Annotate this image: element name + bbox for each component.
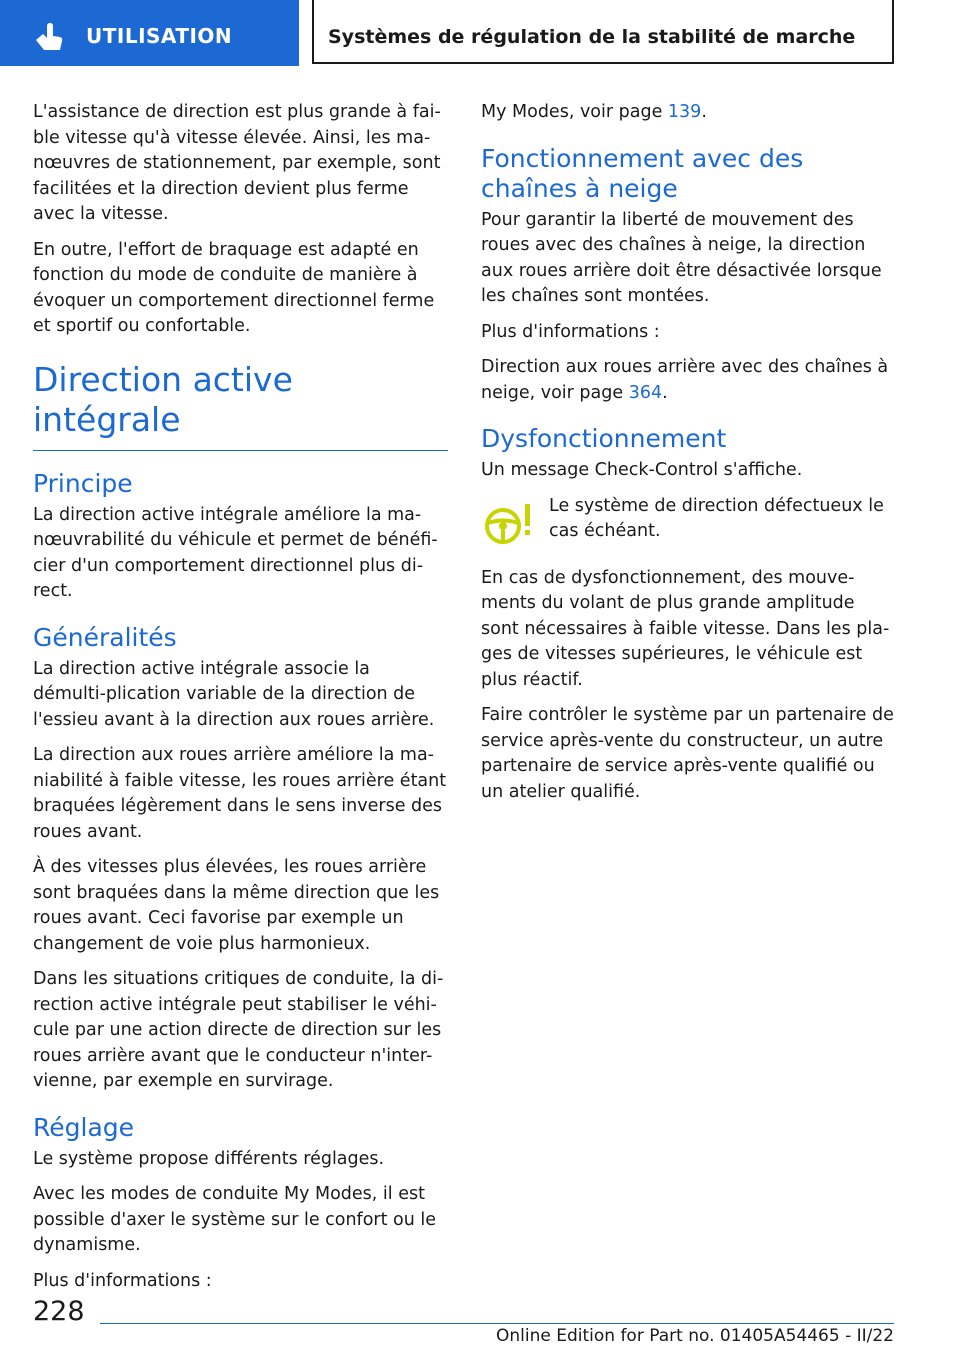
text: My Modes, voir page (481, 102, 668, 122)
section-heading: Direction active intégrale (33, 360, 448, 451)
page-link-139[interactable]: 139 (667, 102, 702, 122)
paragraph: Plus d'informations : (481, 321, 660, 342)
paragraph: En cas de dysfonctionnement, des mouve-ments du volant de plus grande amplitude sont nécessaires à faible vitesse. Dans les pla-ges de vitesses supérieures, le véhicule est plus réactif. (481, 567, 890, 690)
paragraph: La direction aux roues arrière améliore la ma-niabilité à faible vitesse, les roues arrière étant braquées légèrement dans le sens inverse des roues avant. (33, 745, 447, 842)
subsection-heading: Dysfonctionnement (481, 424, 727, 453)
warning-block (481, 494, 896, 552)
text: . (662, 382, 668, 403)
chapter-title: Systèmes de régulation de la stabilité de marche (328, 26, 856, 48)
paragraph: Le système propose différents réglages. (33, 1148, 385, 1169)
paragraph: La direction active intégrale associe la démulti-plication variable de la direction de l'essieu avant à la direction aux roues arrière. (33, 658, 435, 730)
steering-warning-icon (481, 496, 537, 552)
hand-touch-icon (30, 22, 64, 52)
paragraph: Un message Check-Control s'affiche. (481, 460, 803, 480)
footer-divider (100, 1323, 894, 1324)
text: . (701, 102, 707, 122)
paragraph: Avec les modes de conduite My Modes, il est possible d'axer le système sur le confort ou le dynamisme. (33, 1184, 437, 1255)
page-number: 228 (33, 1296, 85, 1327)
paragraph: Pour garantir la liberté de mouvement des roues avec des chaînes à neige, la direction aux roues arrière doit être désactivée lorsque les chaînes sont montées. (481, 209, 882, 306)
paragraph: Faire contrôler le système par un partenaire de service après-vente du constructeur, un autre partenaire de service après-vente qualifié ou un atelier qualifié. (481, 705, 894, 802)
paragraph: Plus d'informations : (33, 1270, 212, 1291)
text: Direction aux roues arrière avec des chaînes à neige, voir page (481, 357, 889, 403)
edition-info: Online Edition for Part no. 01405A54465 - II/22 (495, 1326, 894, 1346)
paragraph: Dans les situations critiques de conduite, la di-rection active intégrale peut stabiliser le véhi-cule par une action directe de direction sur les roues arrière avant que le conducteur n'inter-vienne, par exemple en survirage. (33, 969, 444, 1091)
paragraph: À des vitesses plus élevées, les roues arrière sont braquées dans la même direction que les roues avant. Ceci favorise par exemple un changement de voie plus harmonieux. (33, 857, 440, 954)
subsection-heading: Fonctionnement avec des chaînes à neige (481, 143, 804, 203)
paragraph: En outre, l'effort de braquage est adapté en fonction du mode de conduite de manière à évoquer un comportement directionnel ferme et sportif ou confortable. (33, 239, 435, 336)
section-tab (0, 0, 299, 66)
paragraph: La direction active intégrale améliore la ma-nœuvrabilité du véhicule et permet de bénéfi-cier d'un comportement directionnel plus di-rect. (33, 504, 438, 601)
paragraph (481, 355, 896, 406)
paragraph: L'assistance de direction est plus grande à fai-ble vitesse qu'à vitesse élevée. Ainsi, les ma-nœuvres de stationnement, par exemple, sont facilitées et la direction devient plus ferme avec la vitesse. (33, 102, 441, 224)
left-column (33, 100, 448, 1304)
chapter-header (312, 0, 894, 64)
right-column (481, 100, 896, 815)
subsection-heading: Principe (33, 468, 133, 498)
page-link-364[interactable]: 364 (628, 382, 663, 403)
section-label: UTILISATION (86, 24, 233, 48)
subsection-heading: Généralités (33, 622, 177, 652)
subsection-heading: Réglage (33, 1112, 135, 1142)
paragraph (481, 100, 896, 126)
warning-text: Le système de direction défectueux le cas échéant. (549, 495, 884, 541)
